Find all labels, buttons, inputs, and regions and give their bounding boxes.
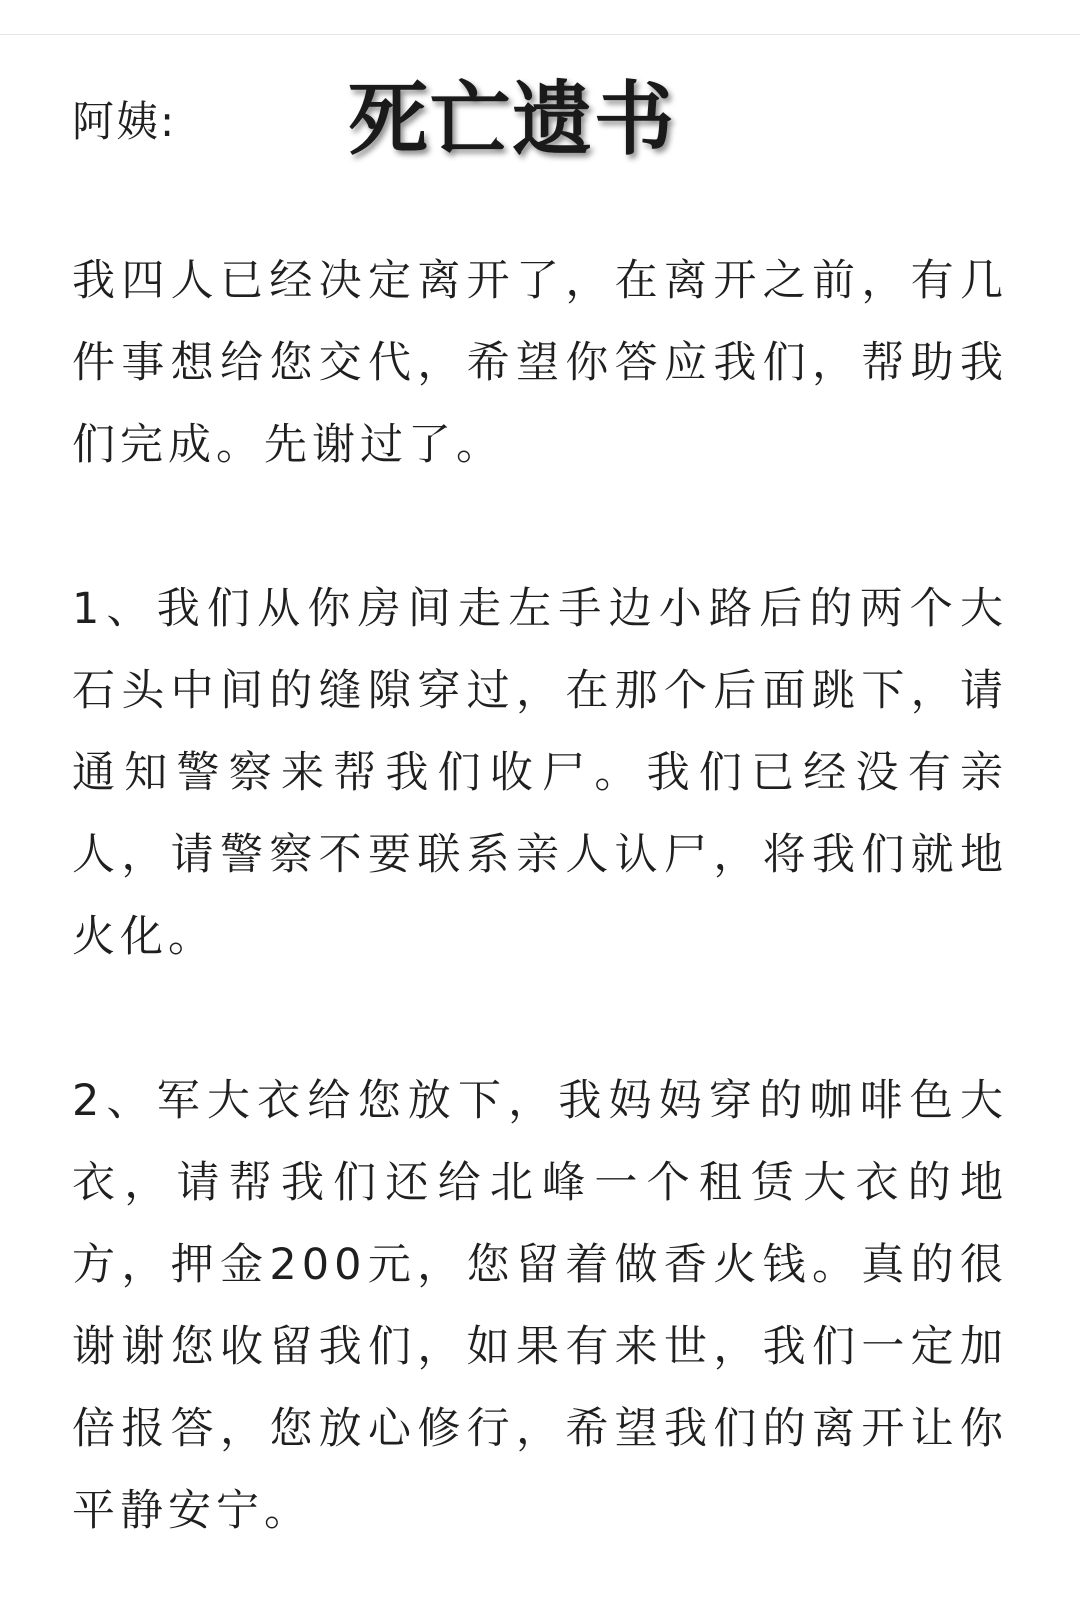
letter-document <box>72 70 1008 1552</box>
top-divider <box>0 34 1080 35</box>
item-paragraph-2: 2、军大衣给您放下，我妈妈穿的咖啡色大衣，请帮我们还给北峰一个租赁大衣的地方，押金200元，您留着做香火钱。真的很谢谢您收留我们，如果有来世，我们一定加倍报答，您放心修行，希望我们的离开让你平静安宁。 <box>72 1076 1008 1536</box>
intro-paragraph: 我四人已经决定离开了，在离开之前，有几件事想给您交代，希望你答应我们，帮助我们完成。先谢过了。 <box>72 256 1008 470</box>
salutation: 阿姨: <box>72 97 177 146</box>
letter-header <box>72 70 1008 180</box>
letter-title: 死亡遗书 <box>348 73 676 166</box>
item-paragraph-1: 1、我们从你房间走左手边小路后的两个大石头中间的缝隙穿过，在那个后面跳下，请通知警察来帮我们收尸。我们已经没有亲人，请警察不要联系亲人认尸，将我们就地火化。 <box>72 584 1008 962</box>
